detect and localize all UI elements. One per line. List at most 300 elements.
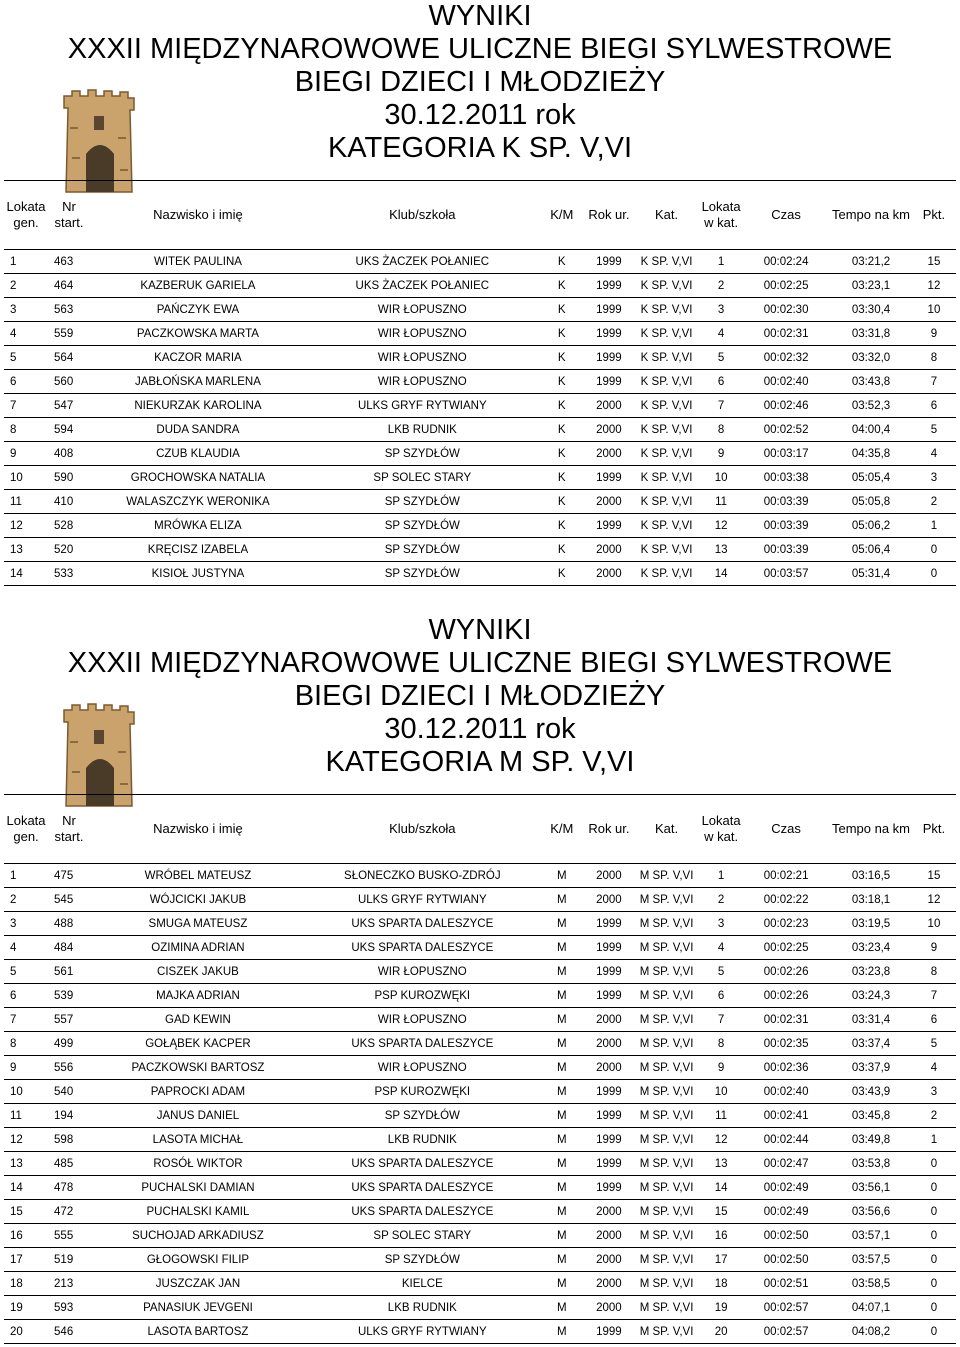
cell-name: MRÓWKA ELIZA [90,514,306,538]
cell-club: UKS SPARTA DALESZYCE [306,936,539,960]
cell-pace: 05:05,8 [830,490,912,514]
cell-points: 12 [912,274,956,298]
cell-start-number: 478 [48,1176,90,1200]
cell-pace: 03:43,9 [830,1080,912,1104]
cell-sex: M [539,1272,585,1296]
cell-sex: M [539,1032,585,1056]
cell-category: M SP. V,VI [633,1272,700,1296]
title-line: 30.12.2011 rok [384,99,576,131]
cell-club: SP SOLEC STARY [306,1224,539,1248]
cell-time: 00:02:49 [742,1200,830,1224]
col-header-sex: K/M [539,181,585,250]
cell-time: 00:02:32 [742,346,830,370]
cell-rank: 15 [4,1200,48,1224]
cell-rank: 18 [4,1272,48,1296]
cell-time: 00:02:24 [742,250,830,274]
cell-category-rank: 9 [700,442,742,466]
cell-points: 3 [912,1080,956,1104]
cell-sex: M [539,1224,585,1248]
cell-category-rank: 2 [700,274,742,298]
cell-club: WIR ŁOPUSZNO [306,960,539,984]
cell-rank: 8 [4,1032,48,1056]
cell-name: KRĘCISZ IZABELA [90,538,306,562]
cell-sex: M [539,1080,585,1104]
cell-points: 0 [912,538,956,562]
cell-points: 0 [912,562,956,586]
cell-club: UKS SPARTA DALESZYCE [306,912,539,936]
cell-club: UKS SPARTA DALESZYCE [306,1032,539,1056]
cell-pace: 03:16,5 [830,864,912,888]
cell-start-number: 593 [48,1296,90,1320]
cell-time: 00:02:26 [742,984,830,1008]
cell-start-number: 594 [48,418,90,442]
cell-birth-year: 1999 [585,1128,633,1152]
cell-name: DUDA SANDRA [90,418,306,442]
cell-start-number: 408 [48,442,90,466]
cell-birth-year: 1999 [585,936,633,960]
title-block [0,0,960,165]
cell-points: 1 [912,1128,956,1152]
cell-start-number: 564 [48,346,90,370]
cell-name: WRÓBEL MATEUSZ [90,864,306,888]
cell-category-rank: 1 [700,864,742,888]
cell-pace: 03:30,4 [830,298,912,322]
cell-time: 00:02:46 [742,394,830,418]
cell-rank: 20 [4,1320,48,1344]
cell-sex: M [539,1128,585,1152]
cell-category: K SP. V,VI [633,538,700,562]
table-header-row [4,181,956,250]
cell-sex: M [539,1104,585,1128]
cell-rank: 13 [4,538,48,562]
cell-category-rank: 12 [700,1128,742,1152]
cell-name: CZUB KLAUDIA [90,442,306,466]
title-line: WYNIKI [428,614,532,646]
cell-time: 00:02:22 [742,888,830,912]
cell-rank: 5 [4,960,48,984]
cell-sex: M [539,864,585,888]
cell-birth-year: 1999 [585,514,633,538]
cell-category: K SP. V,VI [633,442,700,466]
cell-category-rank: 4 [700,322,742,346]
cell-name: SUCHOJAD ARKADIUSZ [90,1224,306,1248]
table-header-row [4,795,956,864]
cell-rank: 11 [4,1104,48,1128]
cell-rank: 8 [4,418,48,442]
cell-category: M SP. V,VI [633,1032,700,1056]
cell-category: M SP. V,VI [633,888,700,912]
cell-sex: K [539,274,585,298]
cell-start-number: 539 [48,984,90,1008]
col-header-start-number: Nr start. [48,181,90,250]
title-line: XXXII MIĘDZYNAROWOWE ULICZNE BIEGI SYLWESTROWE [67,33,893,65]
col-header-category: Kat. [633,181,700,250]
cell-time: 00:02:35 [742,1032,830,1056]
col-header-name: Nazwisko i imię [90,181,306,250]
cell-club: LKB RUDNIK [306,1296,539,1320]
cell-sex: K [539,298,585,322]
cell-category: K SP. V,VI [633,370,700,394]
cell-category-rank: 2 [700,888,742,912]
cell-rank: 4 [4,322,48,346]
cell-birth-year: 2000 [585,1032,633,1056]
table-row [4,370,956,394]
cell-name: GROCHOWSKA NATALIA [90,466,306,490]
cell-pace: 05:31,4 [830,562,912,586]
cell-category: M SP. V,VI [633,1080,700,1104]
table-row [4,274,956,298]
cell-category: K SP. V,VI [633,322,700,346]
table-row [4,1200,956,1224]
cell-sex: M [539,1320,585,1344]
cell-pace: 03:57,5 [830,1248,912,1272]
cell-start-number: 519 [48,1248,90,1272]
cell-birth-year: 2000 [585,888,633,912]
cell-pace: 05:06,4 [830,538,912,562]
cell-rank: 3 [4,912,48,936]
cell-start-number: 545 [48,888,90,912]
cell-start-number: 547 [48,394,90,418]
cell-points: 9 [912,936,956,960]
table-row [4,984,956,1008]
cell-name: PUCHALSKI KAMIL [90,1200,306,1224]
cell-name: PANASIUK JEVGENI [90,1296,306,1320]
cell-rank: 2 [4,274,48,298]
cell-sex: M [539,960,585,984]
cell-points: 9 [912,322,956,346]
cell-category-rank: 9 [700,1056,742,1080]
cell-category: M SP. V,VI [633,1008,700,1032]
cell-time: 00:02:36 [742,1056,830,1080]
title-line: BIEGI DZIECI I MŁODZIEŻY [294,66,666,98]
col-header-pace: Tempo na km [830,795,912,864]
cell-name: GAD KEWIN [90,1008,306,1032]
cell-category-rank: 5 [700,346,742,370]
cell-time: 00:03:17 [742,442,830,466]
cell-category-rank: 7 [700,394,742,418]
title-block [0,614,960,779]
col-header-time: Czas [742,795,830,864]
cell-start-number: 464 [48,274,90,298]
cell-category-rank: 3 [700,298,742,322]
cell-name: KACZOR MARIA [90,346,306,370]
cell-pace: 03:49,8 [830,1128,912,1152]
cell-sex: K [539,442,585,466]
cell-time: 00:02:50 [742,1248,830,1272]
cell-category-rank: 8 [700,418,742,442]
cell-club: UKS SPARTA DALESZYCE [306,1200,539,1224]
cell-club: UKS SPARTA DALESZYCE [306,1176,539,1200]
cell-time: 00:02:57 [742,1320,830,1344]
cell-sex: K [539,490,585,514]
cell-rank: 1 [4,864,48,888]
cell-start-number: 556 [48,1056,90,1080]
col-header-club: Klub/szkoła [306,795,539,864]
cell-club: ULKS GRYF RYTWIANY [306,1320,539,1344]
cell-category-rank: 7 [700,1008,742,1032]
cell-sex: K [539,538,585,562]
cell-sex: M [539,1248,585,1272]
cell-birth-year: 1999 [585,274,633,298]
col-header-rank: Lokata gen. [4,795,48,864]
cell-start-number: 463 [48,250,90,274]
cell-rank: 6 [4,370,48,394]
cell-sex: K [539,346,585,370]
cell-club: SP SZYDŁÓW [306,1104,539,1128]
cell-birth-year: 2000 [585,562,633,586]
cell-pace: 04:35,8 [830,442,912,466]
cell-time: 00:03:39 [742,514,830,538]
cell-name: KAZBERUK GARIELA [90,274,306,298]
cell-birth-year: 2000 [585,1248,633,1272]
cell-time: 00:02:40 [742,1080,830,1104]
cell-name: LASOTA MICHAŁ [90,1128,306,1152]
cell-points: 5 [912,418,956,442]
table-row [4,538,956,562]
cell-birth-year: 1999 [585,1176,633,1200]
cell-rank: 2 [4,888,48,912]
cell-category: M SP. V,VI [633,984,700,1008]
cell-sex: K [539,562,585,586]
cell-name: PACZKOWSKI BARTOSZ [90,1056,306,1080]
table-row [4,960,956,984]
cell-category-rank: 6 [700,984,742,1008]
cell-category-rank: 6 [700,370,742,394]
cell-category-rank: 20 [700,1320,742,1344]
cell-name: PAPROCKI ADAM [90,1080,306,1104]
cell-sex: K [539,250,585,274]
cell-sex: M [539,1176,585,1200]
cell-pace: 03:56,1 [830,1176,912,1200]
cell-points: 0 [912,1320,956,1344]
cell-rank: 14 [4,562,48,586]
cell-club: WIR ŁOPUSZNO [306,1056,539,1080]
cell-points: 10 [912,298,956,322]
table-row [4,298,956,322]
cell-time: 00:02:52 [742,418,830,442]
cell-pace: 03:23,1 [830,274,912,298]
cell-club: LKB RUDNIK [306,1128,539,1152]
cell-sex: M [539,912,585,936]
cell-category-rank: 19 [700,1296,742,1320]
cell-category-rank: 4 [700,936,742,960]
cell-club: PSP KUROZWĘKI [306,984,539,1008]
cell-birth-year: 2000 [585,864,633,888]
cell-birth-year: 1999 [585,1152,633,1176]
cell-club: WIR ŁOPUSZNO [306,370,539,394]
cell-category: M SP. V,VI [633,1248,700,1272]
cell-category-rank: 14 [700,1176,742,1200]
cell-points: 2 [912,490,956,514]
cell-birth-year: 1999 [585,984,633,1008]
col-header-start-number: Nr start. [48,795,90,864]
cell-club: LKB RUDNIK [306,418,539,442]
table-row [4,888,956,912]
results-table [4,180,956,586]
cell-category: K SP. V,VI [633,250,700,274]
cell-pace: 03:24,3 [830,984,912,1008]
cell-start-number: 561 [48,960,90,984]
cell-category-rank: 13 [700,538,742,562]
cell-sex: M [539,1152,585,1176]
cell-name: OZIMINA ADRIAN [90,936,306,960]
cell-rank: 19 [4,1296,48,1320]
table-row [4,936,956,960]
cell-start-number: 499 [48,1032,90,1056]
cell-time: 00:02:25 [742,274,830,298]
cell-pace: 03:31,4 [830,1008,912,1032]
cell-category: K SP. V,VI [633,490,700,514]
cell-sex: M [539,1296,585,1320]
cell-start-number: 484 [48,936,90,960]
cell-birth-year: 1999 [585,346,633,370]
cell-name: WITEK PAULINA [90,250,306,274]
cell-category-rank: 5 [700,960,742,984]
cell-birth-year: 2000 [585,1056,633,1080]
cell-time: 00:02:21 [742,864,830,888]
table-row [4,442,956,466]
cell-time: 00:02:31 [742,1008,830,1032]
cell-pace: 03:43,8 [830,370,912,394]
cell-pace: 03:19,5 [830,912,912,936]
cell-points: 0 [912,1152,956,1176]
col-header-birth-year: Rok ur. [585,181,633,250]
cell-start-number: 546 [48,1320,90,1344]
cell-birth-year: 2000 [585,1296,633,1320]
cell-category: K SP. V,VI [633,562,700,586]
cell-birth-year: 1999 [585,322,633,346]
cell-name: PAŃCZYK EWA [90,298,306,322]
cell-rank: 5 [4,346,48,370]
table-row [4,250,956,274]
cell-rank: 7 [4,394,48,418]
table-row [4,466,956,490]
cell-category-rank: 13 [700,1152,742,1176]
cell-sex: K [539,514,585,538]
cell-name: JUSZCZAK JAN [90,1272,306,1296]
col-header-birth-year: Rok ur. [585,795,633,864]
cell-time: 00:02:40 [742,370,830,394]
title-line: 30.12.2011 rok [384,713,576,745]
cell-time: 00:03:39 [742,490,830,514]
table-row [4,1104,956,1128]
cell-start-number: 213 [48,1272,90,1296]
cell-points: 6 [912,1008,956,1032]
cell-name: LASOTA BARTOSZ [90,1320,306,1344]
cell-points: 8 [912,346,956,370]
title-line: BIEGI DZIECI I MŁODZIEŻY [294,680,666,712]
col-header-club: Klub/szkoła [306,181,539,250]
cell-rank: 1 [4,250,48,274]
cell-name: GŁOGOWSKI FILIP [90,1248,306,1272]
cell-category-rank: 3 [700,912,742,936]
cell-club: SP SZYDŁÓW [306,538,539,562]
cell-sex: M [539,1056,585,1080]
cell-time: 00:02:31 [742,322,830,346]
cell-points: 3 [912,466,956,490]
cell-points: 0 [912,1224,956,1248]
cell-time: 00:02:49 [742,1176,830,1200]
cell-name: JABŁOŃSKA MARLENA [90,370,306,394]
cell-time: 00:02:30 [742,298,830,322]
cell-start-number: 540 [48,1080,90,1104]
cell-pace: 03:52,3 [830,394,912,418]
cell-club: SP SZYDŁÓW [306,490,539,514]
cell-time: 00:02:23 [742,912,830,936]
cell-category: K SP. V,VI [633,394,700,418]
cell-club: SP SZYDŁÓW [306,562,539,586]
cell-pace: 03:32,0 [830,346,912,370]
cell-club: UKS ŻACZEK POŁANIEC [306,274,539,298]
cell-rank: 17 [4,1248,48,1272]
cell-pace: 03:53,8 [830,1152,912,1176]
cell-birth-year: 1999 [585,466,633,490]
cell-club: WIR ŁOPUSZNO [306,298,539,322]
cell-category: K SP. V,VI [633,466,700,490]
cell-time: 00:03:39 [742,538,830,562]
cell-points: 6 [912,394,956,418]
cell-category: M SP. V,VI [633,1320,700,1344]
cell-category: K SP. V,VI [633,298,700,322]
cell-time: 00:02:50 [742,1224,830,1248]
cell-name: SMUGA MATEUSZ [90,912,306,936]
col-header-category: Kat. [633,795,700,864]
cell-pace: 04:00,4 [830,418,912,442]
cell-sex: K [539,418,585,442]
cell-category: M SP. V,VI [633,1152,700,1176]
cell-start-number: 590 [48,466,90,490]
cell-sex: K [539,322,585,346]
cell-points: 7 [912,984,956,1008]
cell-start-number: 472 [48,1200,90,1224]
cell-points: 15 [912,250,956,274]
cell-category-rank: 12 [700,514,742,538]
cell-club: SP SZYDŁÓW [306,442,539,466]
cell-club: SP SZYDŁÓW [306,514,539,538]
cell-category: M SP. V,VI [633,1128,700,1152]
cell-time: 00:02:26 [742,960,830,984]
cell-start-number: 555 [48,1224,90,1248]
cell-category-rank: 18 [700,1272,742,1296]
cell-rank: 9 [4,442,48,466]
table-row [4,1320,956,1344]
cell-birth-year: 1999 [585,250,633,274]
cell-points: 7 [912,370,956,394]
cell-name: PUCHALSKI DAMIAN [90,1176,306,1200]
cell-start-number: 475 [48,864,90,888]
table-row [4,346,956,370]
cell-club: SP SOLEC STARY [306,466,539,490]
cell-pace: 03:23,8 [830,960,912,984]
cell-start-number: 194 [48,1104,90,1128]
cell-category-rank: 11 [700,1104,742,1128]
cell-pace: 03:31,8 [830,322,912,346]
table-row [4,1128,956,1152]
cell-pace: 03:21,2 [830,250,912,274]
cell-category: K SP. V,VI [633,274,700,298]
cell-pace: 03:56,6 [830,1200,912,1224]
table-row [4,514,956,538]
table-row [4,1224,956,1248]
cell-club: WIR ŁOPUSZNO [306,322,539,346]
table-row [4,912,956,936]
table-row [4,1152,956,1176]
cell-time: 00:02:47 [742,1152,830,1176]
cell-time: 00:02:57 [742,1296,830,1320]
cell-category: M SP. V,VI [633,960,700,984]
cell-points: 15 [912,864,956,888]
table-row [4,1248,956,1272]
